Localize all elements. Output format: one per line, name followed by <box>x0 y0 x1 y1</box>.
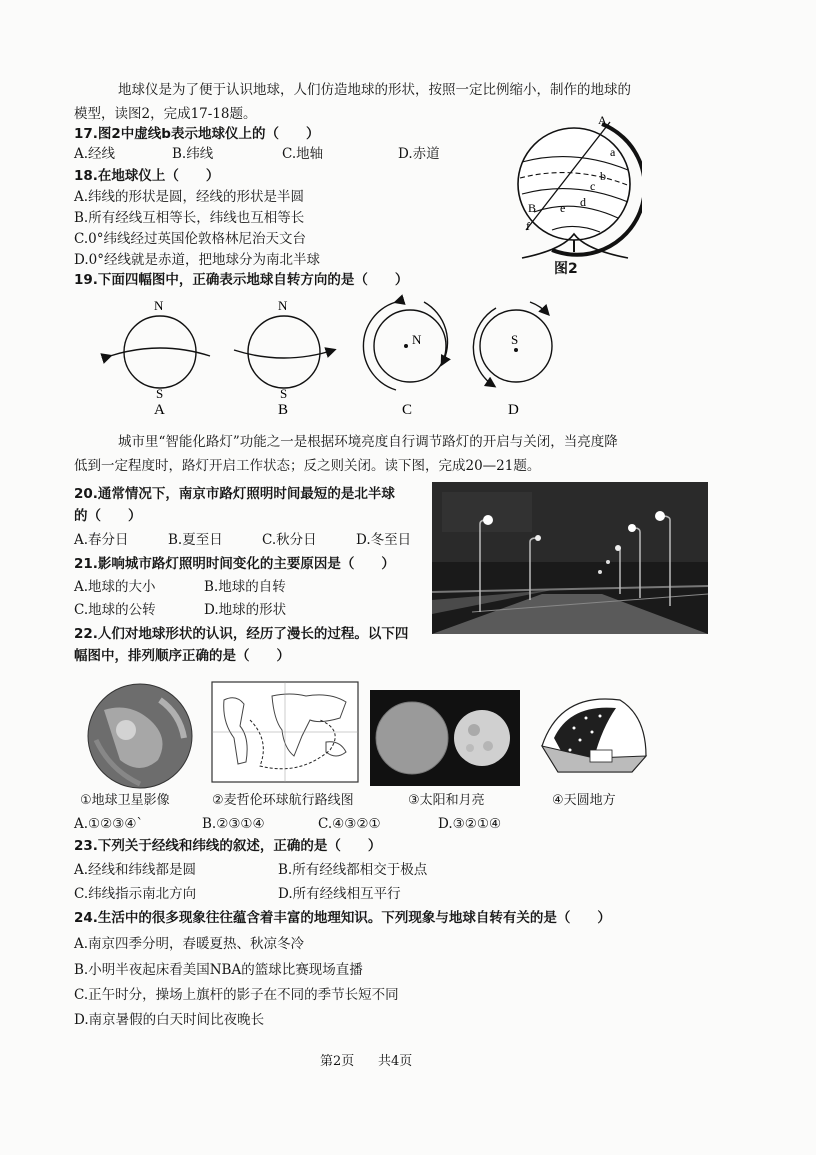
question-23-option-a[interactable]: A.经线和纬线都是圆 <box>74 862 197 878</box>
question-21-option-a[interactable]: A.地球的大小 <box>74 579 156 595</box>
diagram-a-letter: A <box>154 402 165 418</box>
page-total: 共4页 <box>378 1054 413 1069</box>
figure-2-globe <box>512 112 642 282</box>
question-23-stem: 23.下列关于经线和纬线的叙述，正确的是（ ） <box>74 838 382 854</box>
question-18-option-a[interactable]: A.纬线的形状是圆，经线的形状是半圆 <box>74 189 305 205</box>
diagram-d-south: S <box>511 332 519 347</box>
figure-rotation-diagrams <box>96 294 566 422</box>
question-24-option-c[interactable]: C.正午时分，操场上旗杆的影子在不同的季节长短不同 <box>74 987 399 1003</box>
question-22-option-b[interactable]: B.②③①④ <box>202 816 265 832</box>
globe-label-c: c <box>590 179 596 193</box>
question-22-stem-line2: 幅图中，排列顺序正确的是（ ） <box>74 648 290 664</box>
earth-satellite-image <box>80 680 204 792</box>
intro-text-line2: 模型，读图2，完成17-18题。 <box>74 106 257 122</box>
question-20-option-a[interactable]: A.春分日 <box>74 532 129 548</box>
question-19-stem: 19.下面四幅图中，正确表示地球自转方向的是（ ） <box>74 272 409 288</box>
q22-caption-4: ④天圆地方 <box>552 793 616 808</box>
question-22-option-c[interactable]: C.④③②① <box>318 816 381 832</box>
question-22-option-d[interactable]: D.③②①④ <box>438 816 502 832</box>
question-20-stem-line1: 20.通常情况下，南京市路灯照明时间最短的是北半球 <box>74 486 395 502</box>
question-24-option-b[interactable]: B.小明半夜起床看美国NBA的篮球比赛现场直播 <box>74 962 363 978</box>
question-20-option-c[interactable]: C.秋分日 <box>262 532 317 548</box>
question-17-option-c[interactable]: C.地轴 <box>282 146 324 162</box>
question-17-stem: 17.图2中虚线b表示地球仪上的（ ） <box>74 126 320 142</box>
question-21-option-b[interactable]: B.地球的自转 <box>204 579 286 595</box>
q22-caption-2: ②麦哲伦环球航行路线图 <box>212 793 354 808</box>
intro-text-line1: 地球仪是为了便于认识地球，人们仿造地球的形状，按照一定比例缩小，制作的地球的 <box>118 82 631 98</box>
street-lights-photo <box>432 482 708 634</box>
globe-label-B: B <box>528 201 537 215</box>
diagram-b-south: S <box>280 386 288 401</box>
question-21-option-d[interactable]: D.地球的形状 <box>204 602 287 618</box>
globe-label-f: f <box>526 219 530 233</box>
question-24-option-a[interactable]: A.南京四季分明，春暖夏热、秋凉冬冷 <box>74 936 305 952</box>
globe-label-e: e <box>560 201 566 215</box>
page-number: 第2页 <box>320 1054 355 1069</box>
q22-caption-3: ③太阳和月亮 <box>408 793 485 808</box>
question-22-option-a[interactable]: A.①②③④` <box>74 816 144 832</box>
globe-label-A: A <box>598 113 607 127</box>
diagram-c-north: N <box>412 332 422 347</box>
diagram-a-north: N <box>154 298 164 313</box>
question-18-option-b[interactable]: B.所有经线互相等长，纬线也互相等长 <box>74 210 305 226</box>
diagram-a-south: S <box>156 386 164 401</box>
question-20-option-d[interactable]: D.冬至日 <box>356 532 412 548</box>
question-20-option-b[interactable]: B.夏至日 <box>168 532 223 548</box>
question-23-option-d[interactable]: D.所有经线相互平行 <box>278 886 401 902</box>
globe-label-a: a <box>610 145 616 159</box>
round-sky-square-earth-image <box>530 688 652 788</box>
globe-label-d: d <box>580 195 586 209</box>
sun-and-moon-image <box>370 690 520 786</box>
question-24-option-d[interactable]: D.南京暑假的白天时间比夜晚长 <box>74 1012 265 1028</box>
intro2-text-line1: 城市里“智能化路灯”功能之一是根据环境亮度自行调节路灯的开启与关闭，当亮度降 <box>118 434 618 450</box>
figure-2-caption: 图2 <box>554 261 578 277</box>
question-18-option-d[interactable]: D.0°经线就是赤道，把地球分为南北半球 <box>74 252 320 268</box>
question-17-option-b[interactable]: B.纬线 <box>172 146 214 162</box>
question-17-option-a[interactable]: A.经线 <box>74 146 116 162</box>
diagram-d-letter: D <box>508 402 519 418</box>
diagram-b-north: N <box>278 298 288 313</box>
question-21-option-c[interactable]: C.地球的公转 <box>74 602 156 618</box>
magellan-route-map <box>210 680 360 784</box>
question-23-option-b[interactable]: B.所有经线都相交于极点 <box>278 862 428 878</box>
q22-caption-1: ①地球卫星影像 <box>80 793 170 808</box>
question-22-stem-line1: 22.人们对地球形状的认识，经历了漫长的过程。以下四 <box>74 626 409 642</box>
question-20-stem-line2: 的（ ） <box>74 508 142 524</box>
question-24-stem: 24.生活中的很多现象往往蕴含着丰富的地理知识。下列现象与地球自转有关的是（ ） <box>74 910 611 926</box>
diagram-b-letter: B <box>278 402 289 418</box>
question-21-stem: 21.影响城市路灯照明时间变化的主要原因是（ ） <box>74 556 395 572</box>
question-18-stem: 18.在地球仪上（ ） <box>74 168 220 184</box>
question-23-option-c[interactable]: C.纬线指示南北方向 <box>74 886 197 902</box>
diagram-c-letter: C <box>402 402 413 418</box>
question-18-option-c[interactable]: C.0°纬线经过英国伦敦格林尼治天文台 <box>74 231 306 247</box>
question-17-option-d[interactable]: D.赤道 <box>398 146 440 162</box>
globe-label-b: b <box>600 169 606 183</box>
intro2-text-line2: 低到一定程度时，路灯开启工作状态；反之则关闭。读下图，完成20—21题。 <box>74 458 541 474</box>
